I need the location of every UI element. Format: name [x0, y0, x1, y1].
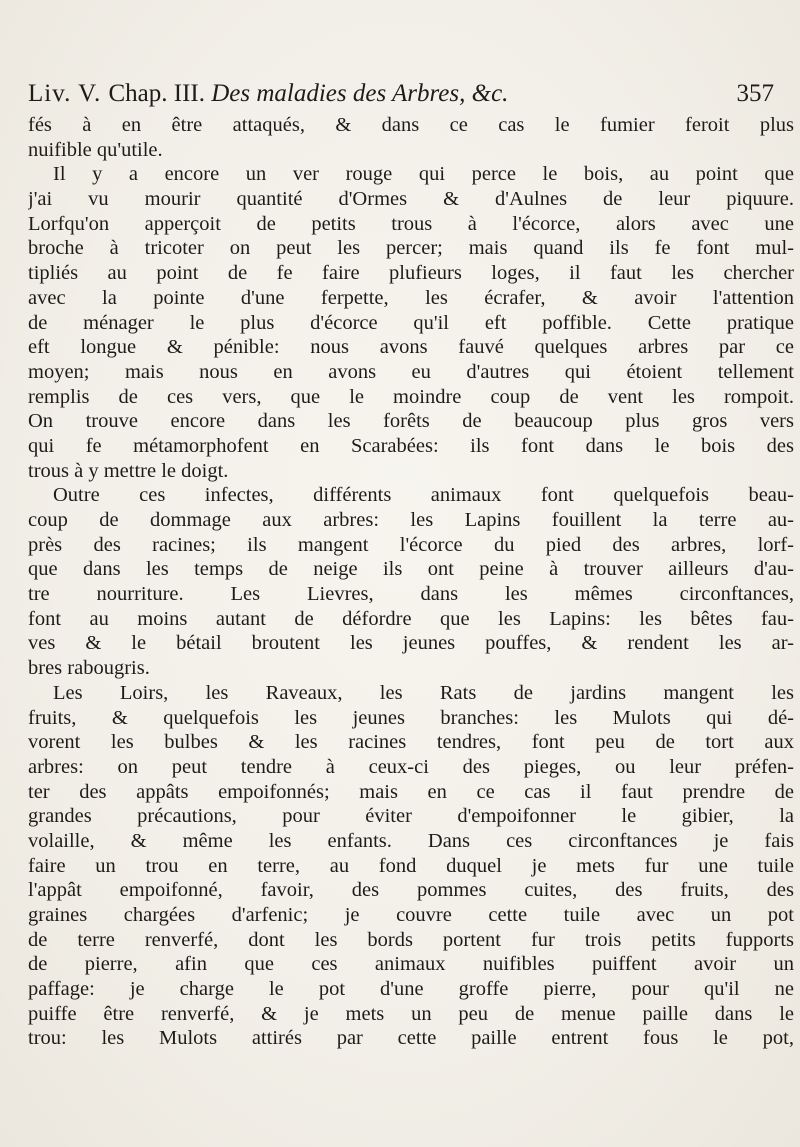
- running-header: [28, 74, 774, 114]
- text-line: tipliés au point de fe faire plufieurs loges, il faut les chercher: [28, 262, 794, 285]
- text-line: de pierre, afin que ces animaux nuifibles puiffent avoir un: [28, 953, 794, 976]
- text-line: paffage: je charge le pot d'une groffe pierre, pour qu'il ne: [28, 978, 794, 1001]
- text-line: Outre ces infectes, différents animaux font quelquefois beau-: [53, 484, 794, 507]
- text-line: faire un trou en terre, au fond duquel je mets fur une tuile: [28, 854, 794, 877]
- text-line: trou: les Mulots attirés par cette paille entrent fous le pot,: [28, 1027, 794, 1050]
- text-line: broche à tricoter on peut les percer; mais quand ils fe font mul-: [28, 237, 794, 260]
- chapter-title: Des maladies des Arbres, &c.: [211, 80, 509, 107]
- text-line: trous à y mettre le doigt.: [28, 459, 229, 482]
- book-number: Liv. V.: [28, 80, 109, 107]
- text-line: grandes précautions, pour éviter d'empoifonner le gibier, la: [28, 805, 794, 828]
- text-line: que dans les temps de neige ils ont peine à trouver ailleurs d'au-: [28, 558, 794, 581]
- text-line: près des racines; ils mangent l'écorce du pied des arbres, lorf-: [28, 533, 794, 556]
- text-line: volaille, & même les enfants. Dans ces circonftances je fais: [28, 829, 794, 852]
- text-line: Les Loirs, les Raveaux, les Rats de jardins mangent les: [53, 681, 794, 704]
- text-line: remplis de ces vers, que le moindre coup de vent les rompoit.: [28, 385, 794, 408]
- text-line: Lorfqu'on apperçoit de petits trous à l'écorce, alors avec une: [28, 212, 794, 235]
- text-line: arbres: on peut tendre à ceux-ci des pieges, ou leur préfen-: [28, 755, 794, 778]
- text-line: bres rabougris.: [28, 657, 150, 680]
- text-line: font au moins autant de défordre que les Lapins: les bêtes fau-: [28, 607, 794, 630]
- text-line: vorent les bulbes & les racines tendres, font peu de tort aux: [28, 731, 794, 754]
- text-line: moyen; mais nous en avons eu d'autres qui étoient tellement: [28, 360, 794, 383]
- text-line: avec la pointe d'une ferpette, les écrafer, & avoir l'attention: [28, 286, 794, 309]
- text-line: l'appât empoifonné, favoir, des pommes cuites, des fruits, des: [28, 879, 794, 902]
- chapter-number: Chap. III.: [108, 80, 212, 107]
- text-line: coup de dommage aux arbres: les Lapins fouillent la terre au-: [28, 509, 794, 531]
- text-line: de ménager le plus d'écorce qu'il eft poffible. Cette pratique: [28, 311, 794, 334]
- page-number: 357: [736, 80, 774, 107]
- body-text: [28, 113, 794, 1051]
- text-line: ter des appâts empoifonnés; mais en ce cas il faut prendre de: [28, 780, 794, 803]
- text-line: fruits, & quelquefois les jeunes branches: les Mulots qui dé-: [28, 706, 794, 729]
- text-line: tre nourriture. Les Lievres, dans les mêmes circonftances,: [28, 583, 794, 606]
- text-line: ves & le bétail broutent les jeunes pouffes, & rendent les ar-: [28, 632, 794, 655]
- text-line: puiffe être renverfé, & je mets un peu de menue paille dans le: [28, 1002, 794, 1025]
- text-line: Il y a encore un ver rouge qui perce le bois, au point que: [53, 163, 794, 186]
- text-line: nuifible qu'utile.: [28, 138, 163, 161]
- text-line: fés à en être attaqués, & dans ce cas le fumier feroit plus: [28, 114, 794, 136]
- text-line: graines chargées d'arfenic; je couvre cette tuile avec un pot: [28, 904, 794, 926]
- text-line: On trouve encore dans les forêts de beaucoup plus gros vers: [28, 410, 794, 433]
- text-line: qui fe métamorphofent en Scarabées: ils font dans le bois des: [28, 434, 794, 457]
- text-line: eft longue & pénible: nous avons fauvé quelques arbres par ce: [28, 336, 794, 359]
- text-line: de terre renverfé, dont les bords portent fur trois petits fupports: [28, 928, 794, 951]
- text-line: j'ai vu mourir quantité d'Ormes & d'Aulnes de leur piquure.: [28, 188, 794, 211]
